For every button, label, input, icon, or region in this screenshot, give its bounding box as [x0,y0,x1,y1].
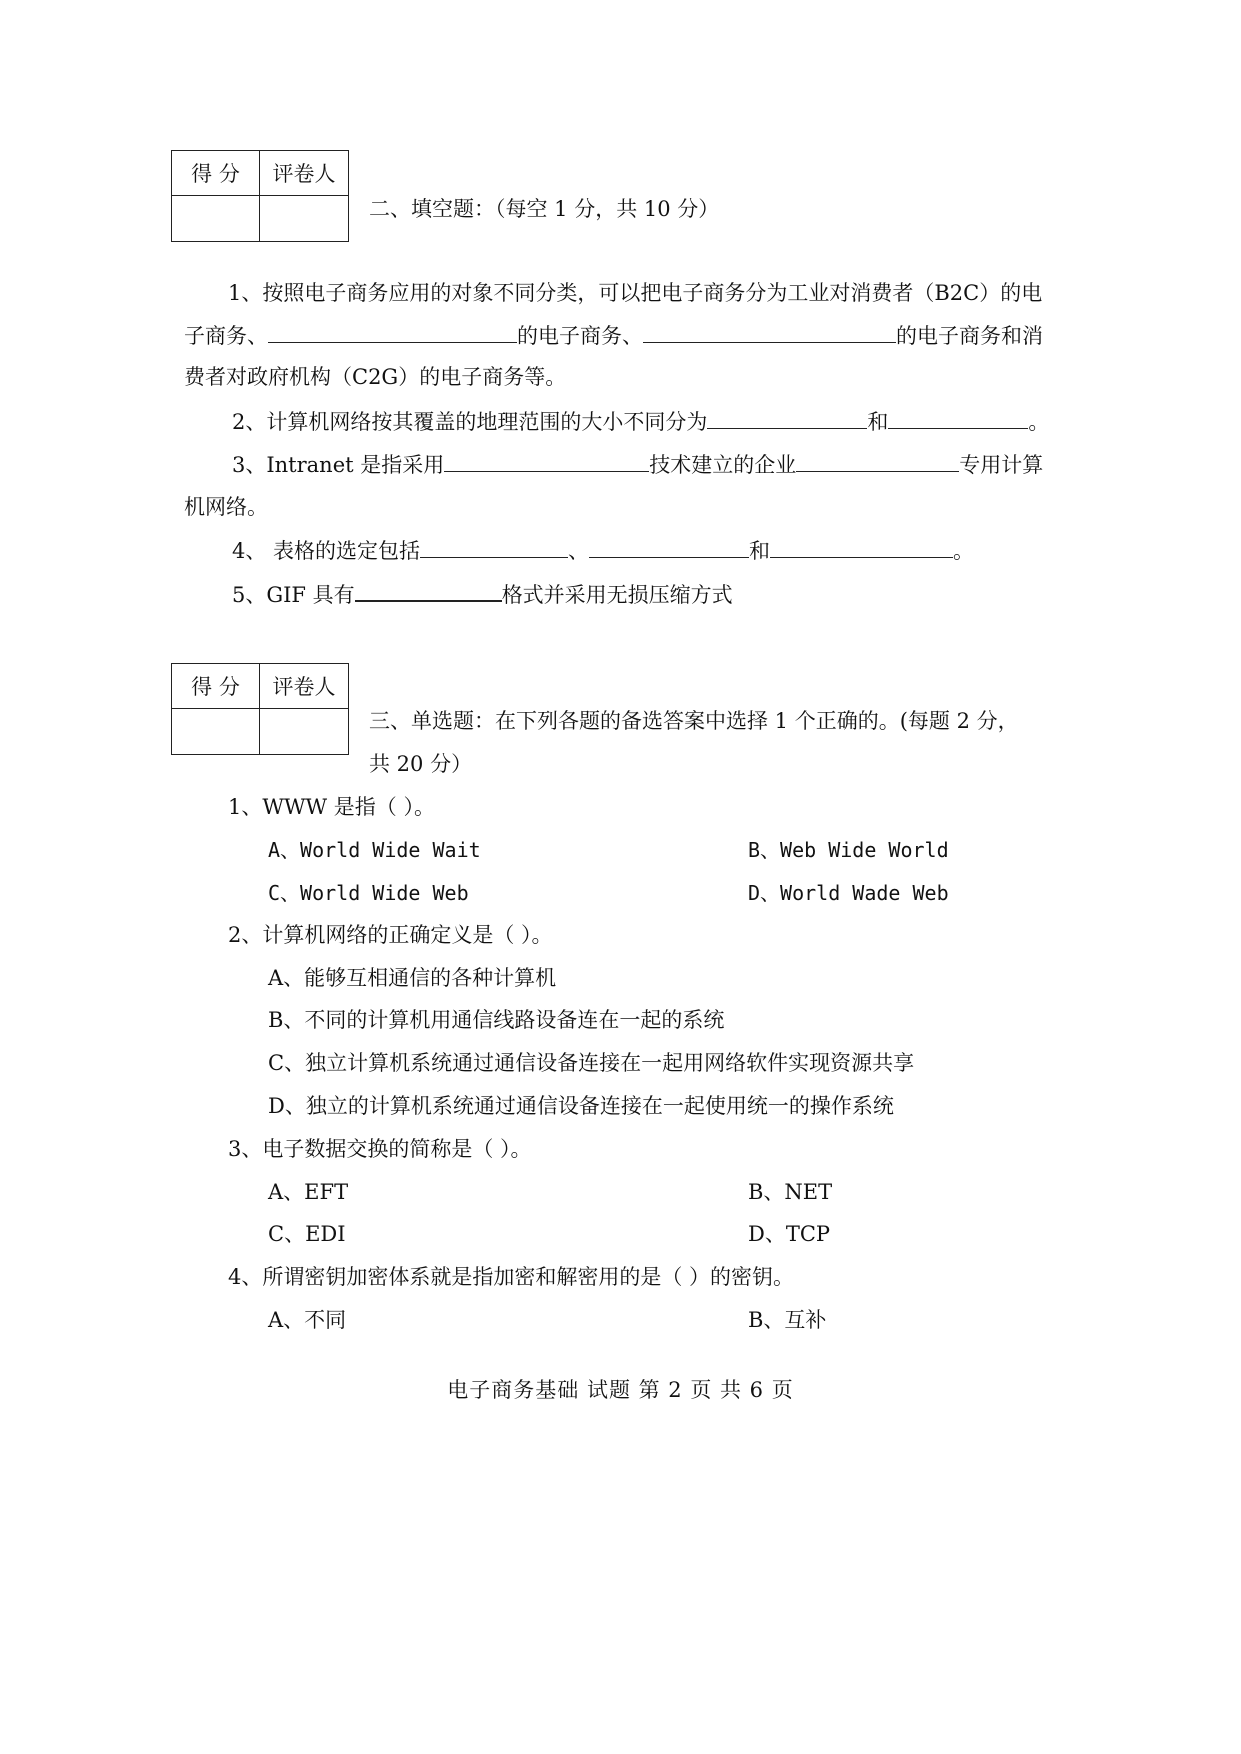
score-table-2 [171,663,349,755]
section-2-title: 二、填空题：（每空 1 分，共 10 分） [369,197,720,221]
s2-q1-line1: 1、按照电子商务应用的对象不同分类，可以把电子商务分为工业对消费者（B2C）的电 [228,281,1043,305]
s3-q1-stem: 1、WWW 是指（ ）。 [228,795,435,819]
answer-blank[interactable] [420,537,568,558]
s2-q1-line3: 费者对政府机构（C2G）的电子商务等。 [184,365,567,389]
s3-q3-option-c[interactable]: C、EDI [268,1222,346,1246]
page-footer: 电子商务基础 试题 第 2 页 共 6 页 [447,1378,794,1402]
s2-q4-text-d: 。 [953,539,975,563]
answer-blank[interactable] [770,537,953,558]
answer-blank[interactable] [355,580,502,602]
score-label: 得 分 [172,664,260,709]
grader-cell[interactable] [260,709,349,755]
s2-q4 [232,537,974,564]
s2-q3-text-a: 3、Intranet 是指采用 [232,453,445,477]
s2-q1-text-a: 子商务、 [184,324,268,348]
answer-blank[interactable] [707,408,867,429]
answer-blank[interactable] [589,537,749,558]
s3-q1-option-b[interactable]: B、Web Wide World [748,838,949,862]
s2-q2-text-b: 和 [867,410,889,434]
s2-q2-text-a: 2、计算机网络按其覆盖的地理范围的大小不同分为 [232,410,708,434]
s2-q1-line2 [184,322,1043,349]
s2-q2-text-c: 。 [1028,410,1050,434]
s3-q2-stem: 2、计算机网络的正确定义是（ ）。 [228,923,553,947]
s3-q2-option-a[interactable]: A、能够互相通信的各种计算机 [268,966,557,990]
s3-q2-option-b[interactable]: B、不同的计算机用通信线路设备连在一起的系统 [268,1008,725,1032]
score-label: 得 分 [172,151,260,196]
s3-q2-option-c[interactable]: C、独立计算机系统通过通信设备连接在一起用网络软件实现资源共享 [268,1051,915,1075]
s3-q4-stem: 4、所谓密钥加密体系就是指加密和解密用的是（ ）的密钥。 [228,1265,795,1289]
grader-label: 评卷人 [260,664,349,709]
answer-blank[interactable] [888,408,1028,429]
s3-q1-option-c[interactable]: C、World Wide Web [268,881,469,905]
s2-q4-text-b: 、 [568,539,590,563]
s2-q5-text-b: 格式并采用无损压缩方式 [501,583,733,607]
s3-q1-option-d[interactable]: D、World Wade Web [748,881,949,905]
s2-q5-text-a: 5、GIF 具有 [232,583,355,607]
section-3-title-line1: 三、单选题：在下列各题的备选答案中选择 1 个正确的。(每题 2 分， [369,709,1019,733]
s3-q3-option-d[interactable]: D、TCP [748,1222,831,1246]
s2-q4-text-c: 和 [749,539,771,563]
s2-q2 [232,408,1049,435]
s2-q5 [232,580,733,608]
s3-q4-option-a[interactable]: A、不同 [268,1308,347,1332]
s3-q1-option-a[interactable]: A、World Wide Wait [268,838,481,862]
s3-q2-option-d[interactable]: D、独立的计算机系统通过通信设备连接在一起使用统一的操作系统 [268,1094,894,1118]
answer-blank[interactable] [796,451,959,472]
s3-q3-option-b[interactable]: B、NET [748,1180,833,1204]
score-cell[interactable] [172,709,260,755]
s2-q3-line1 [232,451,1043,478]
answer-blank[interactable] [643,322,896,343]
s2-q3-line2: 机网络。 [184,495,268,519]
s2-q3-text-c: 专用计算 [959,453,1044,477]
score-table-1 [171,150,349,242]
s2-q1-text-b: 的电子商务、 [517,324,643,348]
grader-label: 评卷人 [260,151,349,196]
grader-cell[interactable] [260,196,349,242]
answer-blank[interactable] [444,451,649,472]
s2-q1-text-c: 的电子商务和消 [896,324,1043,348]
s3-q3-stem: 3、电子数据交换的简称是（ ）。 [228,1137,532,1161]
section-3-title-line2: 共 20 分） [369,752,473,776]
s2-q4-text-a: 4、 表格的选定包括 [232,539,421,563]
s3-q3-option-a[interactable]: A、EFT [268,1180,349,1204]
s3-q4-option-b[interactable]: B、互补 [748,1308,827,1332]
s2-q3-text-b: 技术建立的企业 [649,453,797,477]
score-cell[interactable] [172,196,260,242]
answer-blank[interactable] [268,322,517,343]
